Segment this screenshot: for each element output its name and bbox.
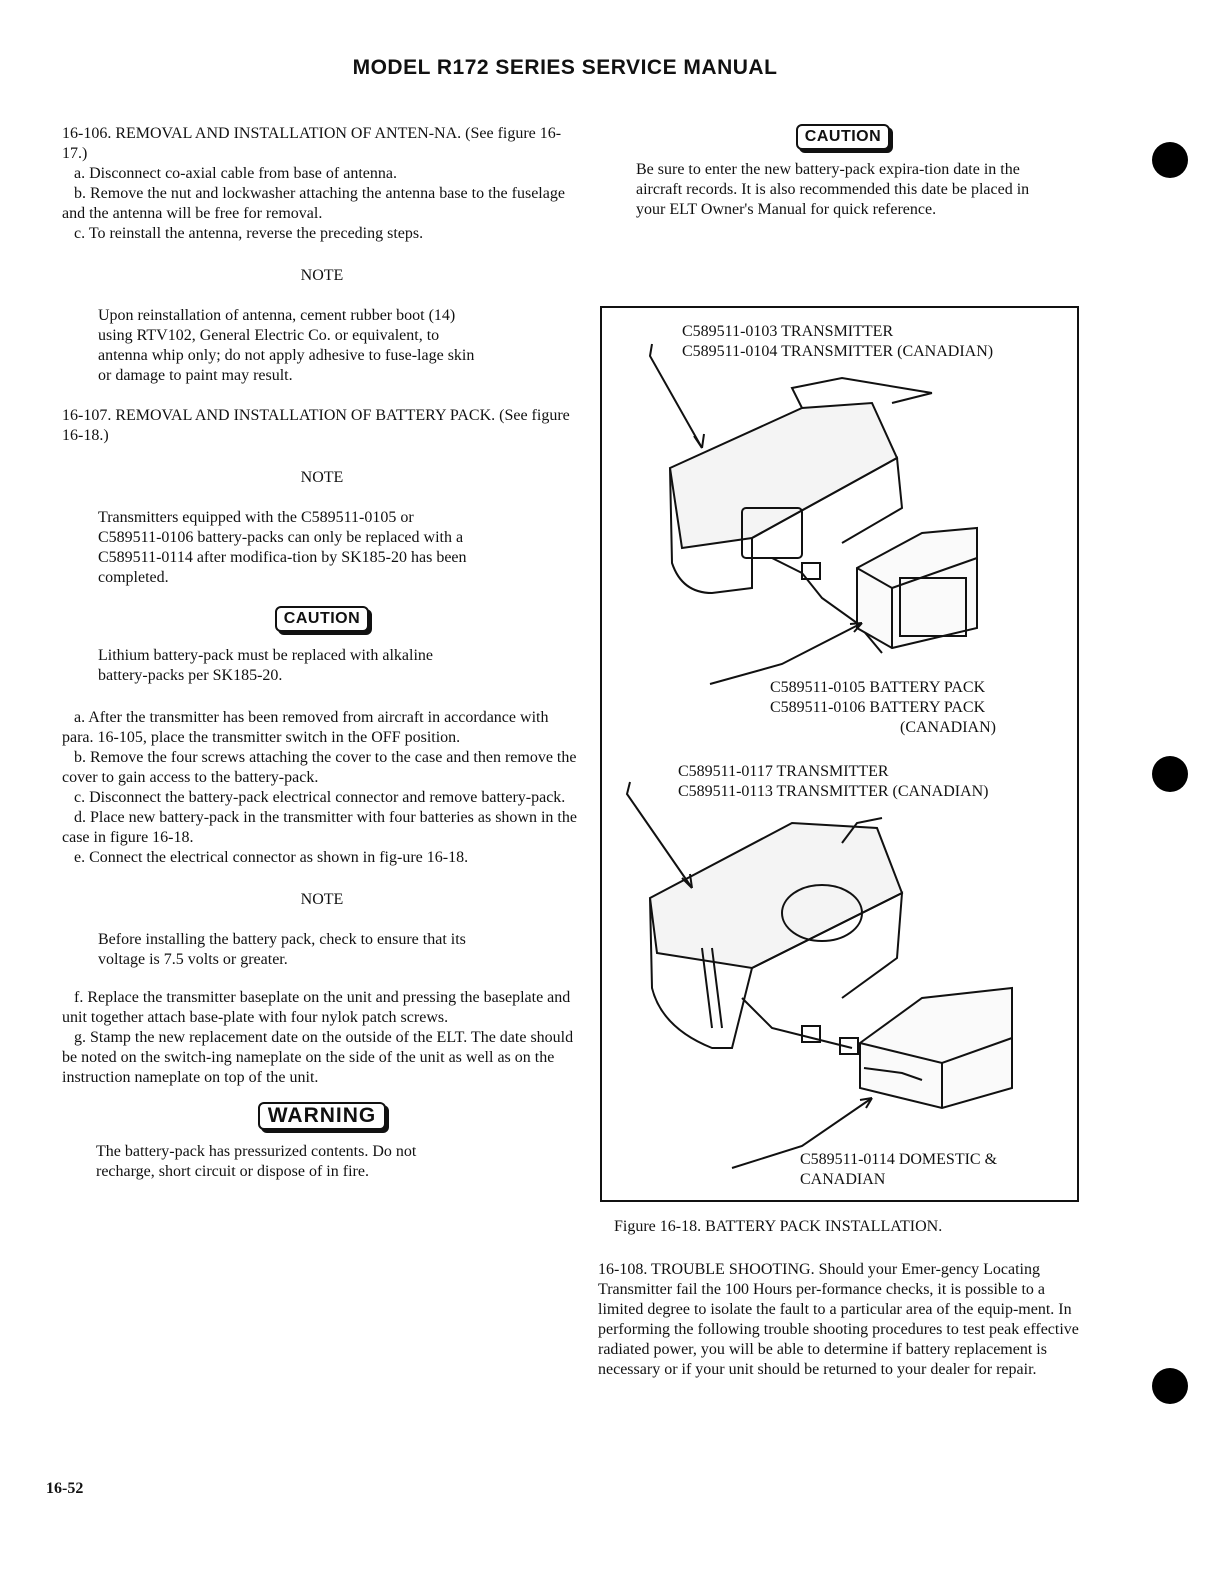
figure-label: C589511-0113 TRANSMITTER (CANADIAN) bbox=[678, 783, 989, 800]
caution-label: CAUTION bbox=[796, 124, 890, 150]
warning-body: The battery-pack has pressurized contents. Do not recharge, short circuit or dispose of in fire. bbox=[96, 1143, 417, 1180]
figure-label: C589511-0105 BATTERY PACK bbox=[770, 679, 986, 696]
para-16-107-step-c: c. Disconnect the battery-pack electrical connector and remove battery-pack. bbox=[74, 789, 566, 806]
warning-label: WARNING bbox=[258, 1102, 387, 1130]
note-title: NOTE bbox=[300, 891, 344, 908]
battery-pack-illustration-lower bbox=[860, 988, 1012, 1108]
note-body: Before installing the battery pack, check to ensure that its voltage is 7.5 volts or greater. bbox=[98, 931, 466, 968]
page-header: MODEL R172 SERIES SERVICE MANUAL bbox=[352, 56, 778, 79]
figure-caption: Figure 16-18. BATTERY PACK INSTALLATION. bbox=[614, 1218, 943, 1235]
punch-hole bbox=[1152, 756, 1188, 792]
punch-hole bbox=[1152, 142, 1188, 178]
para-16-106-heading: 16-106. REMOVAL AND INSTALLATION OF ANTEN-NA. (See figure 16-17.) bbox=[62, 125, 562, 162]
figure-label: C589511-0117 TRANSMITTER bbox=[678, 763, 889, 780]
battery-pack-illustration bbox=[602, 308, 1077, 1200]
para-16-107-step-g: g. Stamp the new replacement date on the outside of the ELT. The date should be noted on the switch-ing nameplate on the side of the unit as well as on the instruction nameplate on top of the unit. bbox=[62, 1029, 574, 1086]
para-16-106-step-a: a. Disconnect co-axial cable from base of antenna. bbox=[74, 165, 397, 182]
figure-label: C589511-0106 BATTERY PACK bbox=[770, 699, 986, 716]
figure-label: CANADIAN bbox=[800, 1171, 886, 1188]
para-16-107-heading: 16-107. REMOVAL AND INSTALLATION OF BATTERY PACK. (See figure 16-18.) bbox=[62, 407, 570, 444]
figure-label: C589511-0104 TRANSMITTER (CANADIAN) bbox=[682, 343, 994, 360]
para-16-107-step-f: f. Replace the transmitter baseplate on the unit and pressing the baseplate and unit together attach base-plate with four nylok patch screws. bbox=[62, 989, 571, 1026]
right-column-top bbox=[598, 124, 1088, 220]
note-title: NOTE bbox=[300, 469, 344, 486]
battery-pack-illustration-upper bbox=[857, 528, 977, 648]
para-16-107-step-a: a. After the transmitter has been removed from aircraft in accordance with para. 16-105, place the transmitter switch in the OFF position. bbox=[62, 709, 549, 746]
note-title: NOTE bbox=[300, 267, 344, 284]
caution-body: Be sure to enter the new battery-pack expira-tion date in the aircraft records. It is also recommended this date be placed in your ELT Owner's Manual for quick reference. bbox=[636, 161, 1030, 218]
note-body: Upon reinstallation of antenna, cement rubber boot (14) using RTV102, General Electric Co. or equivalent, to antenna whip only; do not apply adhesive to fuse-lage skin or damage to paint may result. bbox=[98, 307, 475, 384]
figure-label: C589511-0103 TRANSMITTER bbox=[682, 323, 894, 340]
para-16-106-step-b: b. Remove the nut and lockwasher attaching the antenna base to the fuselage and the antenna will be free for removal. bbox=[62, 185, 565, 222]
transmitter-illustration-lower bbox=[650, 818, 902, 1054]
left-column bbox=[62, 124, 582, 1182]
figure-label: (CANADIAN) bbox=[900, 719, 996, 736]
para-16-108: 16-108. TROUBLE SHOOTING. Should your Emer-gency Locating Transmitter fail the 100 Hours per-formance checks, it is possible to a limited degree to isolate the fault to a particular area of the equip-ment. In performing the following trouble shooting procedures to test peak effective radiated power, you will be able to determine if battery replacement is necessary or if your unit should be returned to your dealer for repair. bbox=[598, 1261, 1079, 1378]
caution-label: CAUTION bbox=[275, 606, 369, 632]
figure-label: C589511-0114 DOMESTIC & bbox=[800, 1151, 998, 1168]
para-16-107-step-d: d. Place new battery-pack in the transmitter with four batteries as shown in the case in figure 16-18. bbox=[62, 809, 577, 846]
para-16-106-step-c: c. To reinstall the antenna, reverse the preceding steps. bbox=[74, 225, 424, 242]
caution-body: Lithium battery-pack must be replaced with alkaline battery-packs per SK185-20. bbox=[98, 647, 433, 684]
punch-hole bbox=[1152, 1368, 1188, 1404]
note-body: Transmitters equipped with the C589511-0105 or C589511-0106 battery-packs can only be replaced with a C589511-0114 after modifica-tion by SK185-20 has been completed. bbox=[98, 509, 467, 586]
para-16-107-step-b: b. Remove the four screws attaching the cover to the case and then remove the cover to gain access to the battery-pack. bbox=[62, 749, 577, 786]
para-16-107-step-e: e. Connect the electrical connector as shown in fig-ure 16-18. bbox=[74, 849, 469, 866]
figure-16-18 bbox=[600, 306, 1079, 1202]
page-number: 16-52 bbox=[46, 1480, 84, 1497]
right-column-bottom bbox=[598, 1260, 1084, 1380]
